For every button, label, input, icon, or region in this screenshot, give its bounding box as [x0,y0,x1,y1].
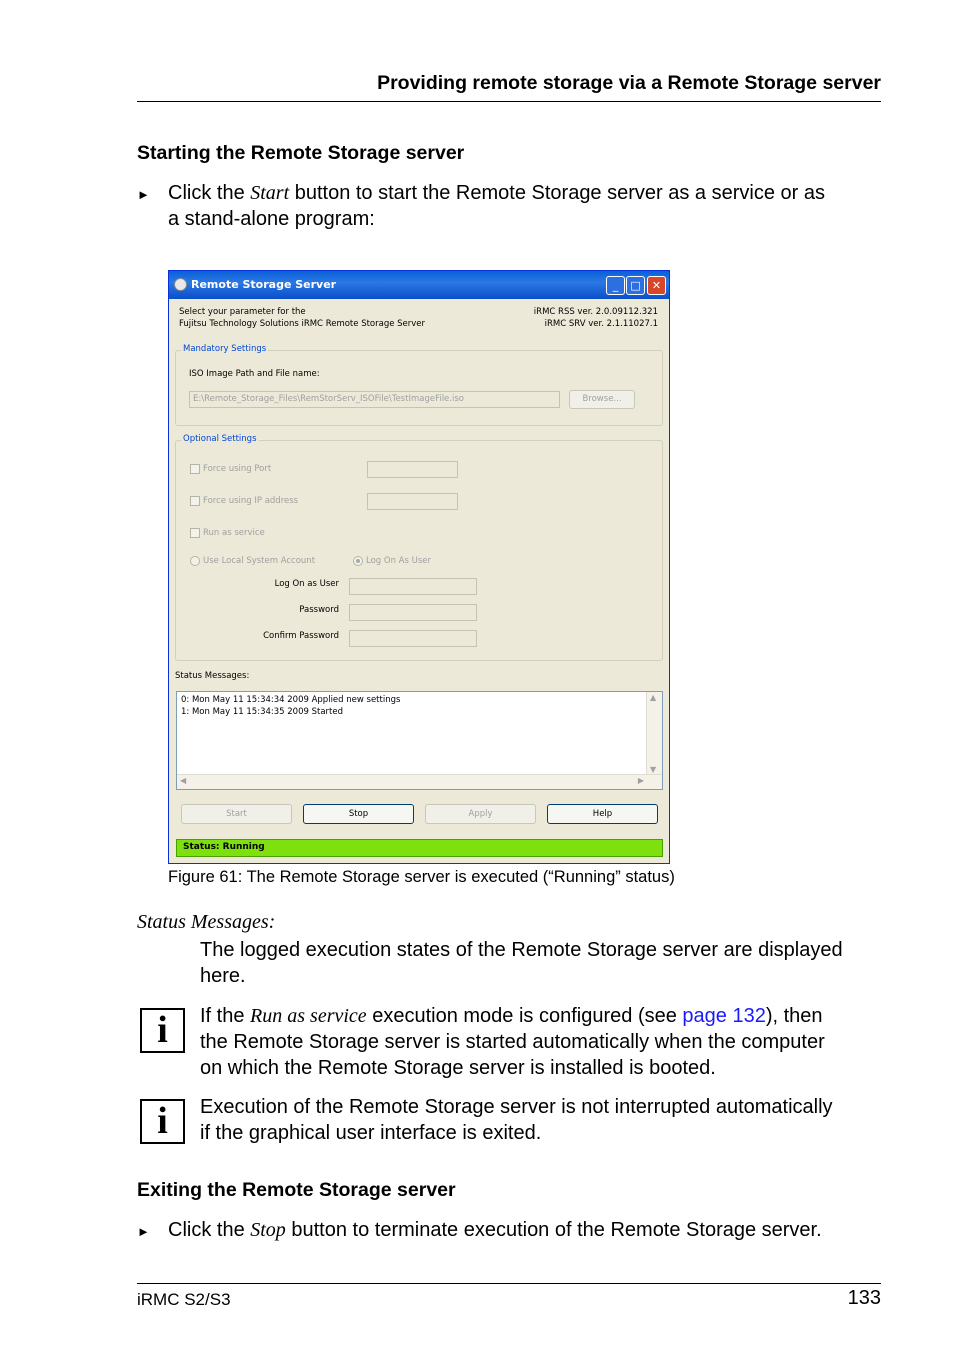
info-icon: i [140,1099,185,1144]
run-as-service-checkbox[interactable] [190,528,200,538]
vertical-scrollbar[interactable] [646,692,662,775]
app-icon [174,278,187,291]
iso-path-label: ISO Image Path and File name: [189,369,320,379]
log-on-as-user-radio-label: Log On As User [366,556,431,566]
start-instruction: Click the Start button to start the Remote Storage server as a service or as a stand-alone program: [168,182,825,230]
confirm-password-input[interactable] [349,630,477,647]
status-messages-description: The logged execution states of the Remote Storage server are displayed here. [200,939,843,987]
version-srv: iRMC SRV ver. 2.1.11027.1 [544,319,658,329]
password-input[interactable] [349,604,477,621]
note-gui-exit: Execution of the Remote Storage server is not interrupted automatically if the graphical user interface is exited. [200,1096,833,1144]
maximize-icon[interactable]: □ [626,276,645,295]
force-port-label: Force using Port [203,464,272,474]
local-system-account-radio[interactable] [190,556,200,566]
mandatory-settings-group [175,350,663,426]
iso-path-input[interactable]: E:\Remote_Storage_Files\RemStorServ_ISOFile\TestImageFile.iso [189,391,560,408]
remote-storage-server-window [168,270,670,864]
info-icon: i [140,1008,185,1053]
force-ip-checkbox[interactable] [190,496,200,506]
status-message-0: 0: Mon May 11 15:34:34 2009 Applied new settings [181,695,401,705]
help-button[interactable]: Help [547,804,658,824]
status-messages-list[interactable] [176,691,663,790]
title-bar [169,271,669,299]
running-header: Providing remote storage via a Remote Storage server [377,72,881,94]
term-status-messages: Status Messages: [137,911,276,933]
section-heading-exiting: Exiting the Remote Storage server [137,1179,456,1201]
port-input[interactable] [367,461,458,478]
log-on-user-input[interactable] [349,578,477,595]
page-link[interactable]: page 132 [682,1005,766,1027]
log-on-as-user-radio[interactable] [353,556,363,566]
bullet-icon: ► [137,1224,150,1239]
stop-instruction: Click the Stop button to terminate execution of the Remote Storage server. [168,1219,822,1241]
intro-line-1: Select your parameter for the [179,307,306,317]
local-system-account-label: Use Local System Account [203,556,316,566]
minimize-icon[interactable]: _ [606,276,625,295]
start-button[interactable]: Start [181,804,292,824]
apply-button[interactable]: Apply [425,804,536,824]
confirm-password-label: Confirm Password [263,631,339,641]
log-on-user-field-label: Log On as User [274,579,339,589]
force-ip-label: Force using IP address [203,496,299,506]
version-rss: iRMC RSS ver. 2.0.09112.321 [533,307,658,317]
note-run-as-service: If the Run as service execution mode is configured (see page 132), then the Remote Storage server is started automatically when the computer on which the Remote Storage server is installed is booted. [200,1005,825,1079]
figure-caption: Figure 61: The Remote Storage server is executed (“Running” status) [168,868,675,886]
header-rule [137,101,881,102]
mandatory-settings-label: Mandatory Settings [183,344,267,354]
horizontal-scrollbar[interactable] [177,774,662,789]
scroll-right-icon[interactable]: ▶ [637,776,644,785]
window-title: Remote Storage Server [191,278,337,291]
scroll-left-icon[interactable]: ◀ [180,776,187,785]
force-port-checkbox[interactable] [190,464,200,474]
password-label: Password [299,605,339,615]
bullet-icon: ► [137,187,150,202]
stop-button[interactable]: Stop [303,804,414,824]
status-bar: Status: Running [176,839,663,857]
page-number: 133 [847,1287,881,1309]
optional-settings-label: Optional Settings [183,434,257,444]
run-as-service-label: Run as service [203,528,265,538]
section-heading-starting: Starting the Remote Storage server [137,142,465,164]
footer-product: iRMC S2/S3 [137,1290,231,1309]
scroll-up-icon[interactable]: ▲ [650,693,657,702]
ip-address-input[interactable] [367,493,458,510]
status-message-1: 1: Mon May 11 15:34:35 2009 Started [181,707,343,717]
browse-button[interactable]: Browse... [569,390,635,409]
status-messages-label: Status Messages: [175,671,250,681]
scroll-down-icon[interactable]: ▼ [650,765,657,774]
footer-rule [137,1283,881,1284]
close-icon[interactable]: ✕ [647,276,666,295]
intro-line-2: Fujitsu Technology Solutions iRMC Remote Storage Server [179,319,426,329]
